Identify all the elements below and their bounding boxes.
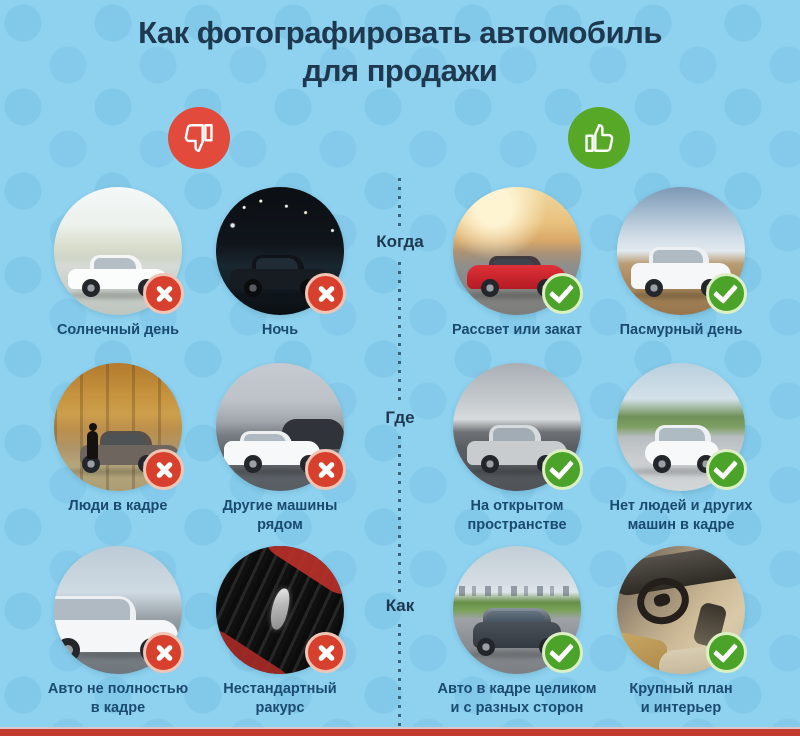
caption-closeup-interior: Крупный план и интерьер: [629, 681, 733, 716]
page-title-line1: Как фотографировать автомобиль: [138, 15, 662, 50]
caption-overcast-day: Пасмурный день: [619, 322, 743, 338]
x-mark-icon: [316, 284, 336, 304]
thumbs-up-icon: [568, 107, 630, 169]
photo-closeup-interior: [617, 546, 745, 674]
red-bodywork: [256, 546, 344, 602]
x-mark-icon: [154, 284, 174, 304]
photo-car-fully-in-frame: [453, 546, 581, 674]
person-silhouette: [87, 431, 98, 459]
photo-other-cars-nearby: [216, 363, 344, 491]
x-mark-badge: [143, 449, 184, 490]
person-silhouette: [89, 423, 97, 431]
red-bodywork: [216, 622, 299, 674]
thumbs-glyph: [182, 121, 216, 155]
page-title: [0, 14, 800, 90]
caption-dawn-sunset: Рассвет или закат: [452, 322, 582, 338]
check-mark-icon: [712, 637, 737, 663]
caption-other-cars-nearby: Другие машины рядом: [222, 498, 338, 533]
check-mark-icon: [712, 278, 737, 304]
x-mark-badge: [305, 273, 346, 314]
check-mark-icon: [548, 278, 573, 304]
check-mark-icon: [548, 454, 573, 480]
check-mark-badge: [706, 273, 747, 314]
divider-dotted-line: [398, 262, 401, 406]
caption-people-in-frame: Люди в кадре: [68, 498, 168, 514]
grille-emblem: [268, 587, 291, 631]
caption-car-not-fully-in-frame: Авто не полностью в кадре: [47, 681, 189, 716]
caption-night: Ночь: [261, 322, 299, 338]
caption-car-fully-in-frame: Авто в кадре целиком и с разных сторон: [437, 681, 597, 716]
x-mark-icon: [154, 643, 174, 663]
divider-dotted-line: [398, 624, 401, 728]
check-mark-badge: [542, 273, 583, 314]
check-mark-badge: [542, 449, 583, 490]
x-mark-badge: [143, 273, 184, 314]
divider-dotted-line: [398, 178, 401, 230]
bottom-red-bar: [0, 729, 800, 736]
row-label-where: Где: [385, 408, 415, 427]
x-mark-badge: [305, 449, 346, 490]
photo-open-space: [453, 363, 581, 491]
caption-unusual-angle: Нестандартный ракурс: [223, 681, 337, 716]
photo-no-people-no-cars: [617, 363, 745, 491]
check-mark-icon: [548, 637, 573, 663]
photo-overcast-day: [617, 187, 745, 315]
photo-car-not-fully-in-frame: [54, 546, 182, 674]
check-mark-badge: [706, 449, 747, 490]
x-mark-badge: [143, 632, 184, 673]
x-mark-icon: [316, 460, 336, 480]
x-mark-badge: [305, 632, 346, 673]
photo-night: [216, 187, 344, 315]
page-title-line2: для продажи: [302, 53, 498, 88]
photo-people-in-frame: [54, 363, 182, 491]
row-label-how: Как: [385, 596, 415, 615]
row-label-when: Когда: [376, 232, 424, 251]
x-mark-icon: [154, 460, 174, 480]
x-mark-icon: [316, 643, 336, 663]
check-mark-badge: [542, 632, 583, 673]
check-mark-badge: [706, 632, 747, 673]
thumbs-glyph: [582, 121, 616, 155]
caption-open-space: На открытом пространстве: [467, 498, 567, 533]
caption-no-people-no-cars: Нет людей и других машин в кадре: [609, 498, 753, 533]
check-mark-icon: [712, 454, 737, 480]
photo-dawn-sunset: [453, 187, 581, 315]
photo-unusual-angle: [216, 546, 344, 674]
divider-dotted-line: [398, 436, 401, 594]
thumbs-down-icon: [168, 107, 230, 169]
photo-sunny-day: [54, 187, 182, 315]
caption-sunny-day: Солнечный день: [56, 322, 180, 338]
